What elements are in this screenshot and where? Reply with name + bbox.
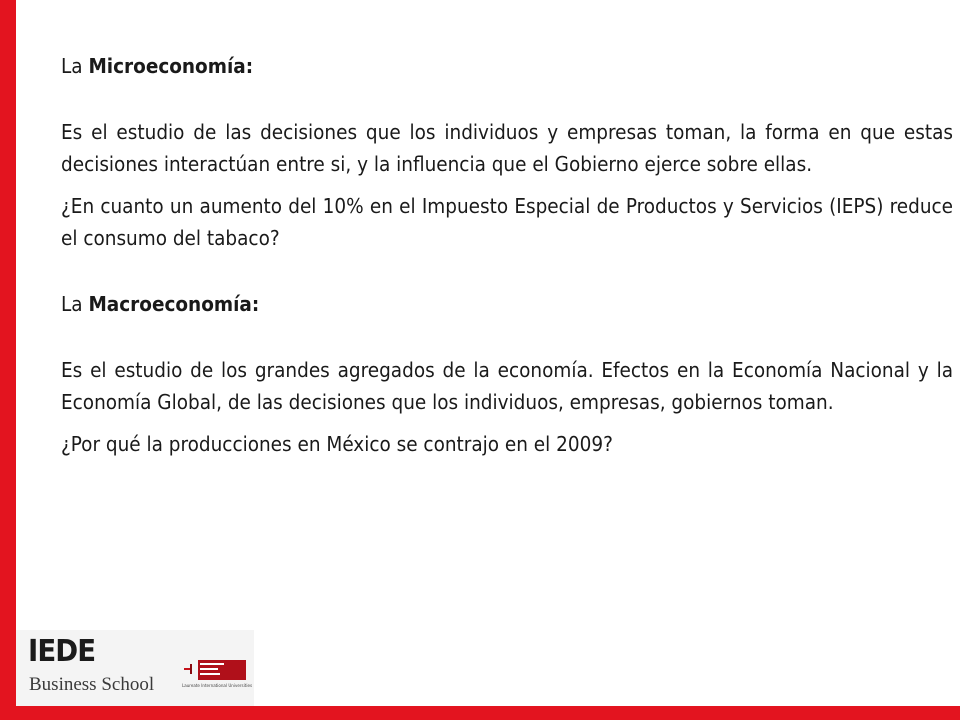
macro-heading bbox=[61, 288, 953, 320]
slide-body bbox=[61, 50, 953, 460]
micro-definition: Es el estudio de las decisiones que los individuos y empresas toman, la forma en que estas decisiones interactúan entre si, y la influencia que el Gobierno ejerce sobre ellas. bbox=[61, 120, 953, 176]
micro-heading bbox=[61, 50, 953, 82]
uem-logo-caption: Laureate International Universities bbox=[182, 684, 253, 689]
uem-logo bbox=[184, 660, 248, 682]
iede-logo bbox=[16, 630, 254, 706]
left-accent-bar bbox=[0, 0, 16, 720]
iede-logo-subtitle: Business School bbox=[29, 674, 155, 695]
macro-question: ¿Por qué la producciones en México se contrajo en el 2009? bbox=[61, 432, 613, 456]
bottom-accent-bar bbox=[0, 706, 960, 720]
macro-definition: Es el estudio de los grandes agregados de la economía. Efectos en la Economía Nacional y la Economía Global, de las decisiones que los individuos, empresas, gobiernos toman. bbox=[61, 358, 953, 414]
macro-heading-intro: La bbox=[61, 292, 89, 316]
iede-logo-name: IEDE bbox=[28, 634, 96, 669]
micro-heading-term: Microeconomía: bbox=[88, 54, 254, 78]
micro-heading-intro: La bbox=[61, 54, 89, 78]
macro-heading-term: Macroeconomía: bbox=[88, 292, 260, 316]
micro-question: ¿En cuanto un aumento del 10% en el Impuesto Especial de Productos y Servicios (IEPS) reduce el consumo del tabaco? bbox=[61, 194, 953, 250]
